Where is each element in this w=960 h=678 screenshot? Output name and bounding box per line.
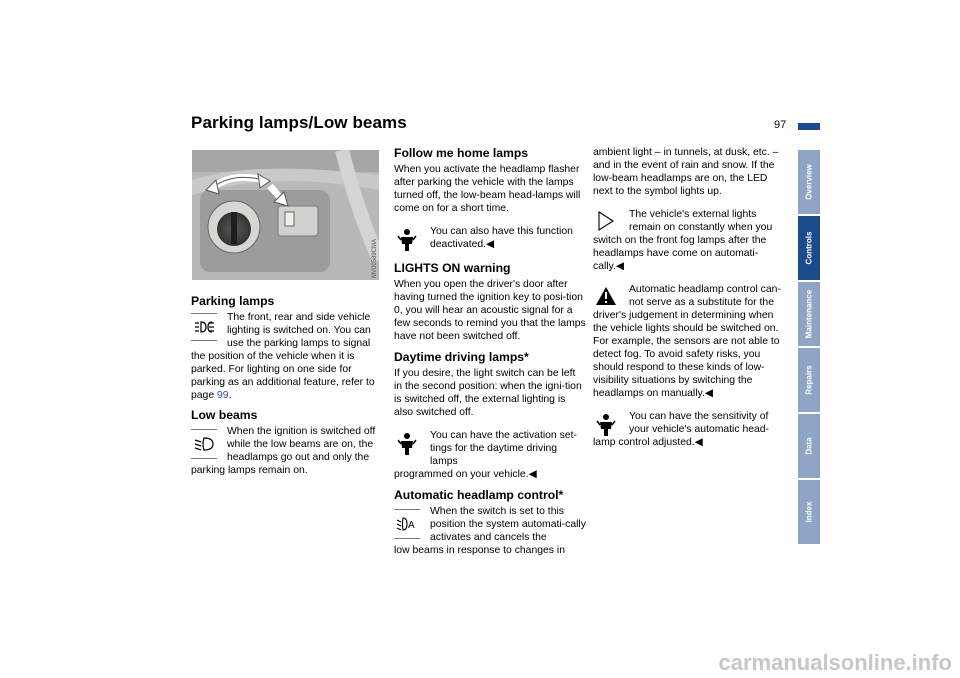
page-title: Parking lamps/Low beams — [191, 113, 407, 132]
auto-continued-text: ambient light – in tunnels, at dusk, etc. – and in the event of rain and snow. If the low-beam headlamps are on, the LED next to the symbol lights up. — [593, 147, 779, 197]
warning-icon — [593, 283, 619, 309]
auto-text-2: low beams in response to changes in — [394, 545, 565, 556]
parking-lamp-icon — [191, 313, 217, 341]
daytime-note-1: You can have the activation set-tings for the daytime driving lamps — [430, 430, 577, 467]
warning-text: When you open the driver's door after having turned the ignition key to posi-tion 0, you will hear an acoustic signal for a few seconds to remind you that the lamps have not been switched off. — [394, 279, 586, 342]
tab-repairs[interactable]: Repairs — [798, 348, 820, 412]
low-beam-icon — [191, 429, 217, 459]
page-number: 97 — [774, 119, 787, 131]
warning-note-a: Automatic headlamp control can-not serve as a substitute for the — [629, 284, 781, 308]
note1-text-a: The vehicle's external lights remain on constantly when you — [629, 209, 773, 233]
headlight-switch-photo — [192, 150, 379, 280]
follow-note: You can also have this function deactivated.◀ — [430, 226, 573, 250]
note2-text-b: lamp control adjusted.◀ — [593, 437, 703, 448]
heading-lights-on-warning: LIGHTS ON warning — [394, 261, 511, 275]
page-marker-bar — [798, 123, 820, 130]
heading-daytime-lamps: Daytime driving lamps* — [394, 350, 529, 364]
parking-text-1: The front, rear and side vehicle lighting is switched on. You can use the parking lamps to signal — [227, 312, 371, 349]
tab-controls[interactable]: Controls — [798, 216, 820, 280]
heading-low-beams: Low beams — [191, 408, 258, 422]
daytime-text: If you desire, the light switch can be left in the second position: when the igni-tion is switched off, the external lighting is also switched off. — [394, 368, 582, 418]
service-technician-icon — [593, 412, 619, 438]
photo-code: MV00589CMA — [372, 238, 378, 278]
tab-overview[interactable]: Overview — [798, 150, 820, 214]
tab-maintenance[interactable]: Maintenance — [798, 282, 820, 346]
section-tabs — [798, 150, 820, 546]
low-beam-text-1: When the ignition is switched off while the low beams are on, the headlamps go out and only the — [227, 426, 376, 463]
note2-text-a: You can have the sensitivity of your vehicle's automatic head- — [629, 411, 770, 435]
daytime-note-2: programmed on your vehicle.◀ — [394, 469, 537, 480]
tab-data[interactable]: Data — [798, 414, 820, 478]
note1-text-b: switch on the front fog lamps after the headlamps have come on automati-cally.◀ — [593, 235, 767, 272]
service-technician-icon — [394, 431, 420, 457]
tab-index[interactable]: Index — [798, 480, 820, 544]
page-link[interactable]: 99 — [217, 390, 229, 401]
parking-text-2: the position of the vehicle when it is parked. For lighting on one side for parking as an additional feature, refer to page 99. — [191, 351, 375, 401]
heading-automatic-headlamp: Automatic headlamp control* — [394, 488, 564, 502]
auto-text-1: When the switch is set to this position the system automati-cally activates and cancels the — [430, 506, 586, 543]
service-technician-icon — [394, 227, 420, 253]
watermark: carmanualsonline.info — [718, 650, 952, 675]
low-beam-text-2: parking lamps remain on. — [191, 465, 308, 476]
svg-text:A: A — [408, 520, 415, 531]
note-triangle-icon — [593, 208, 619, 234]
heading-parking-lamps: Parking lamps — [191, 294, 275, 308]
footer — [0, 650, 960, 678]
heading-follow-me-home: Follow me home lamps — [394, 146, 529, 160]
warning-note-b: driver's judgement in determining when the vehicle lights should be switched on. For example, the sensors are not able to detect fog. To avoid safety risks, you should respond to these kinds of low-visibility situations by switching the headlamps on manually.◀ — [593, 310, 780, 399]
follow-text: When you activate the headlamp flasher after parking the vehicle with the lamps turned off, the low-beam head-lamps will come on for a short time. — [394, 164, 581, 214]
auto-headlamp-icon — [394, 509, 420, 539]
